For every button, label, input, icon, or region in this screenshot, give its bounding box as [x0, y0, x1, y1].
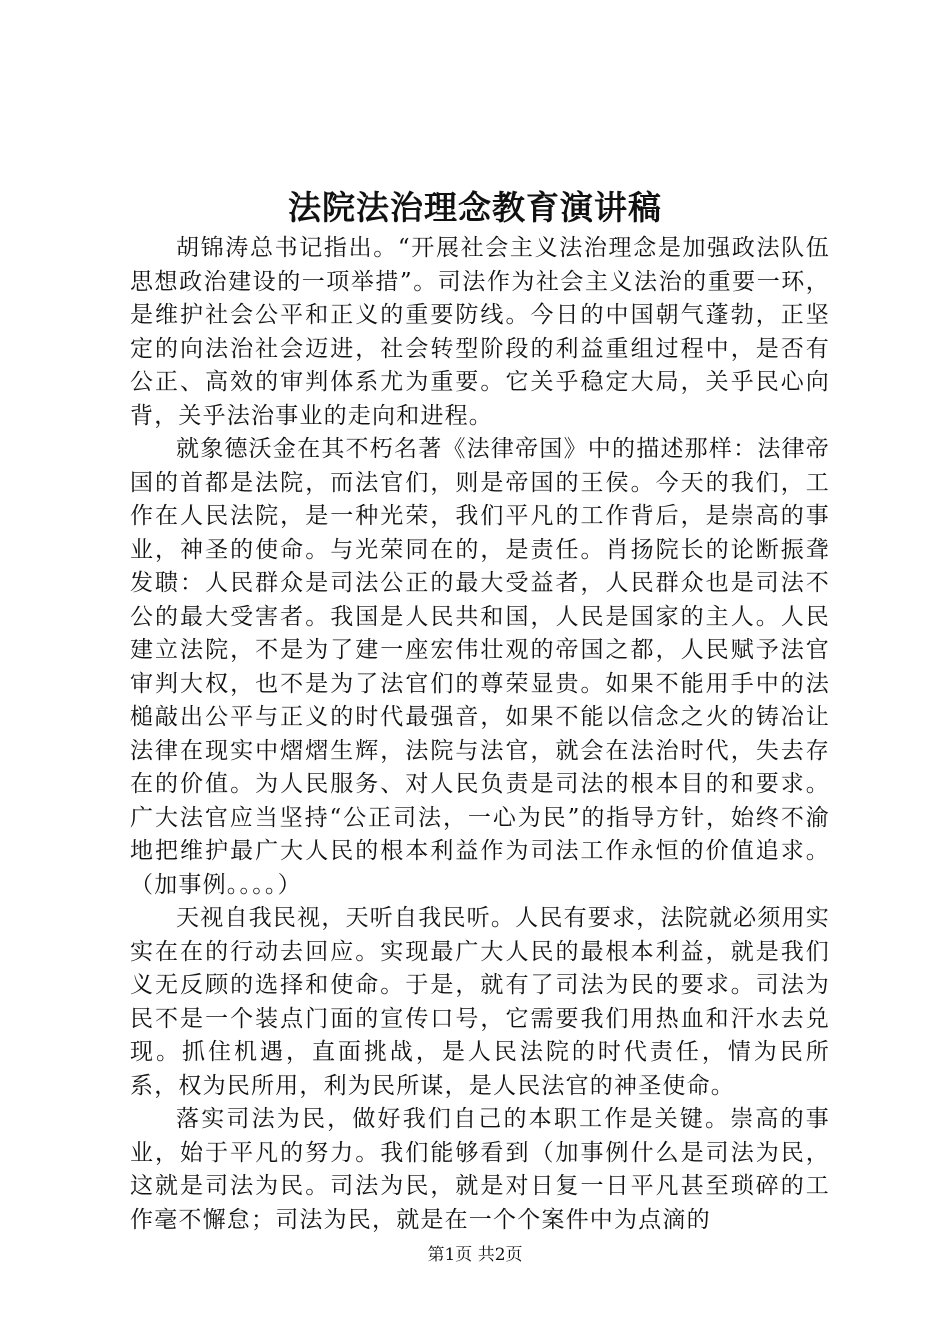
page-number-indicator: 第1页 共2页: [427, 1245, 523, 1265]
document-title: 法院法治理念教育演讲稿: [288, 188, 662, 227]
document-body: [130, 232, 830, 1237]
paragraph-2: 就象德沃金在其不朽名著《法律帝国》中的描述那样：法律帝国的首都是法院，而法官们，则是帝国的王侯。今天的我们，工作在人民法院，是一种光荣，我们平凡的工作背后，是崇高的事业，神圣的使命。与光荣同在的，是责任。肖扬院长的论断振聋发聩：人民群众是司法公正的最大受益者，人民群众也是司法不公的最大受害者。我国是人民共和国，人民是国家的主人。人民建立法院，不是为了建一座宏伟壮观的帝国之都，人民赋予法官审判大权，也不是为了法官们的尊荣显贵。如果不能用手中的法槌敲出公平与正义的时代最强音，如果不能以信念之火的铸冶让法律在现实中熠熠生辉，法院与法官，就会在法治时代，失去存在的价值。为人民服务、对人民负责是司法的根本目的和要求。广大法官应当坚持“公正司法，一心为民”的指导方针，始终不渝地把维护最广大人民的根本利益作为司法工作永恒的价值追求。（加事例。。。。）: [130, 436, 830, 898]
paragraph-3: 天视自我民视，天听自我民听。人民有要求，法院就必须用实实在在的行动去回应。实现最广大人民的最根本利益，就是我们义无反顾的选择和使命。于是，就有了司法为民的要求。司法为民不是一个装点门面的宣传口号，它需要我们用热血和汗水去兑现。抓住机遇，直面挑战，是人民法院的时代责任，情为民所系，权为民所用，利为民所谋，是人民法官的神圣使命。: [130, 905, 830, 1099]
paragraph-4: 落实司法为民，做好我们自己的本职工作是关键。崇高的事业，始于平凡的努力。我们能够看到（加事例什么是司法为民，这就是司法为民。司法为民，就是对日复一日平凡甚至琐碎的工作毫不懈怠；司法为民，就是在一个个案件中为点滴的: [130, 1106, 830, 1233]
page-footer: [0, 1244, 950, 1266]
paragraph-1: 胡锦涛总书记指出。“开展社会主义法治理念是加强政法队伍思想政治建设的一项举措”。司法作为社会主义法治的重要一环，是维护社会公平和正义的重要防线。今日的中国朝气蓬勃，正坚定的向法治社会迈进，社会转型阶段的利益重组过程中，是否有公正、高效的审判体系尤为重要。它关乎稳定大局，关乎民心向背，关乎法治事业的走向和进程。: [130, 235, 830, 429]
